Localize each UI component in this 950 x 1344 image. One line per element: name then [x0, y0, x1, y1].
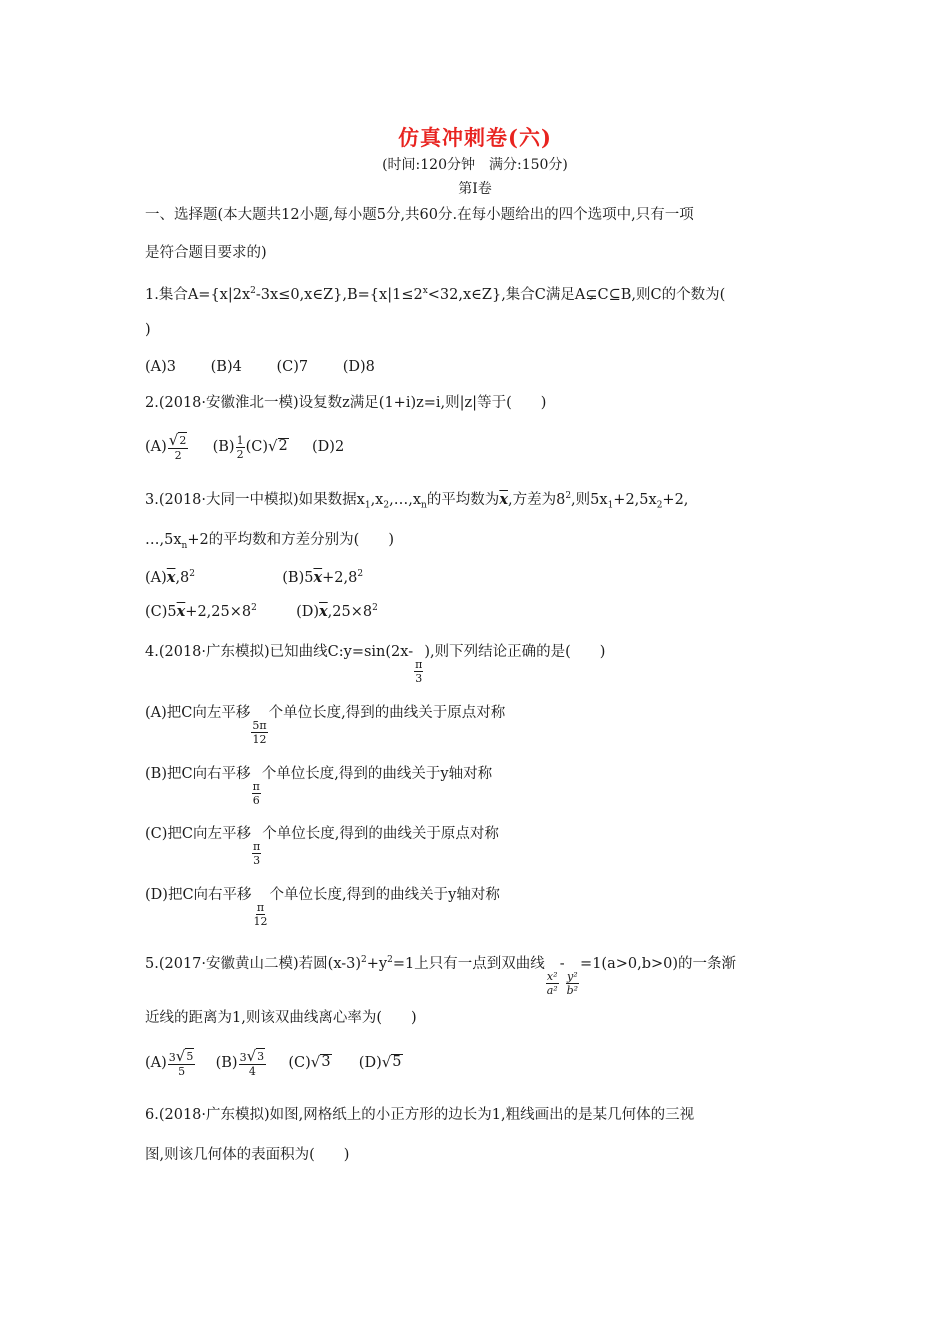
q4-text-b: ),则下列结论正确的是( )	[424, 644, 606, 660]
q3-text-f: ,则5x	[571, 491, 608, 508]
q3-option-b-sup: 2	[357, 569, 364, 579]
q1-text-a: 1.集合A={x|2x	[145, 286, 251, 303]
q2-option-a-fraction: √ 2 2	[168, 431, 187, 462]
q3-option-d-rest: ,25×8	[327, 603, 373, 620]
q1-option-a: (A)3	[145, 359, 177, 375]
q3-text-c: ,…,x	[389, 491, 422, 508]
q4-option-a-fraction	[251, 719, 267, 746]
q5-option-d-label: (D)	[358, 1055, 382, 1071]
q5-option-c-label: (C)	[288, 1055, 311, 1071]
question-1-stem	[145, 281, 725, 305]
q4-option-b-text: (B)把C向右平移	[145, 766, 251, 782]
q5-sup-2a: 2	[361, 955, 367, 965]
q5-option-a-label: (A)	[145, 1055, 167, 1071]
q2-option-a-radicand: 2	[179, 434, 187, 447]
q2-option-c-sqrt: √ 2	[267, 437, 288, 455]
question-4-option-c	[145, 824, 499, 867]
q4-option-d-fraction	[253, 901, 269, 928]
q5-f1-den: a²	[546, 983, 558, 997]
q2-option-b-label: (B)	[212, 439, 235, 455]
q1-option-d: (D)8	[342, 359, 375, 375]
q5-fraction-x	[546, 970, 559, 997]
q5-f2-num: y²	[567, 969, 578, 983]
q3-option-a-mean: $\overline{x}$	[166, 568, 176, 586]
q4-option-b-rest: 个单位长度,得到的曲线关于y轴对称	[261, 766, 493, 782]
q3-option-d-label: (D)	[296, 603, 320, 620]
question-1-stem-end: )	[145, 322, 151, 338]
q3-option-c-sup: 2	[251, 603, 257, 613]
q5-option-a-den: 5	[178, 1065, 186, 1078]
q5-option-a-fraction: 3 √ 5 5	[168, 1047, 194, 1078]
q5-text-c: =1上只有一点到双曲线	[392, 955, 545, 972]
question-6-stem: 6.(2018·广东模拟)如图,网格纸上的小正方形的边长为1,粗线画出的是某几何体的三视	[145, 1107, 695, 1123]
q4-option-a-rest: 个单位长度,得到的曲线关于原点对称	[268, 705, 506, 721]
q3-sub-n: n	[421, 500, 427, 511]
exam-title: 仿真冲刺卷(六)	[398, 125, 552, 150]
q1-sup-2: 2	[250, 286, 256, 296]
section-instructions-line2: 是符合题目要求的)	[145, 245, 267, 261]
q5-sup-2b: 2	[387, 955, 393, 965]
question-3-stem	[145, 486, 688, 516]
q4-option-c-text: (C)把C向左平移	[145, 826, 252, 842]
q5-option-b-coef: 3	[239, 1051, 247, 1064]
q4-fraction-den: 3	[415, 672, 423, 685]
q4-option-d-text: (D)把C向右平移	[145, 887, 252, 903]
q3-option-b-label: (B)5	[282, 569, 314, 586]
q5-text-b: +y	[366, 955, 388, 972]
q1-option-b: (B)4	[210, 359, 242, 375]
q4-option-c-den: 3	[253, 854, 261, 867]
q4-option-b-num: π	[252, 780, 260, 793]
q2-option-a-denominator: 2	[174, 449, 182, 462]
q4-option-d-den: 12	[253, 915, 268, 928]
q2-option-b-fraction	[236, 434, 245, 461]
q4-option-a-num: 5π	[252, 719, 267, 732]
q1-text-b: -3x≤0,x∈Z},B={x|1≤2	[255, 286, 423, 303]
q2-option-b-numerator: 1	[236, 433, 244, 447]
q5-fraction-y	[566, 970, 579, 997]
q3-text-g: +2,5x	[613, 491, 657, 508]
q4-option-b-den: 6	[252, 794, 260, 807]
section-instructions-line1: 一、选择题(本大题共12小题,每小题5分,共60分.在每小题给出的四个选项中,只有一项	[145, 207, 694, 223]
q1-text-c: <32,x∈Z},集合C满足A⊊C⊆B,则C的个数为(	[427, 286, 726, 303]
q3-option-a-sup: 2	[189, 569, 196, 579]
q3-line2-a: …,5x	[145, 532, 182, 548]
q4-option-a-text: (A)把C向左平移	[145, 705, 251, 721]
q3-option-c-mean: $\overline{x}$	[176, 602, 186, 620]
q3-option-a-rest: ,8	[175, 569, 190, 586]
q3-mean-symbol: $\overline{x}$	[499, 490, 508, 508]
q5-option-d-sqrt: √ 5	[381, 1053, 402, 1071]
q4-option-c-fraction	[252, 840, 261, 867]
q4-text-a: 4.(2018·广东模拟)已知曲线C:y=sin(2x-	[145, 644, 414, 660]
q3-option-b-rest: +2,8	[322, 569, 358, 586]
q5-option-c-sqrt: √ 3	[310, 1053, 331, 1071]
q5-option-a-radicand: 5	[186, 1050, 194, 1063]
q1-option-c: (C)7	[276, 359, 309, 375]
question-2-options	[145, 432, 344, 462]
q3-line2-b: +2的平均数和方差分别为( )	[187, 532, 395, 548]
q2-option-d: (D)2	[312, 439, 345, 455]
q3-sub-1: 1	[364, 500, 371, 511]
question-3-stem-line2	[145, 530, 394, 556]
q4-option-d-num: π	[256, 901, 265, 914]
q5-f1-num: x²	[546, 969, 558, 983]
q4-fraction-num: π	[415, 658, 423, 671]
q5-option-b-label: (B)	[215, 1055, 238, 1071]
question-4-option-b	[145, 764, 492, 807]
question-3-options-row2	[145, 598, 378, 622]
question-3-options-row1	[145, 564, 363, 588]
exam-subtitle: (时间:120分钟 满分:150分)	[382, 157, 568, 173]
q2-option-c-radicand: 2	[278, 438, 288, 454]
q3-option-d-mean: $\overline{x}$	[319, 602, 328, 620]
q5-text-a: 5.(2017·安徽黄山二模)若圆(x-3)	[145, 955, 362, 972]
q5-minus: -	[559, 955, 565, 972]
question-6-stem-line2: 图,则该几何体的表面积为( )	[145, 1147, 350, 1163]
question-5-options	[145, 1048, 403, 1078]
q3-option-c-rest: +2,25×8	[185, 603, 252, 620]
q3-text-a: 3.(2018·大同一中模拟)如果数据x	[145, 491, 365, 508]
q4-option-c-rest: 个单位长度,得到的曲线关于原点对称	[262, 826, 499, 842]
question-4-option-d	[145, 885, 500, 928]
q2-option-b-denominator: 2	[236, 447, 244, 461]
q5-option-b-fraction: 3 √ 3 4	[239, 1047, 265, 1078]
question-5-stem-line2: 近线的距离为1,则该双曲线离心率为( )	[145, 1010, 417, 1026]
q3-sup-2: 2	[565, 491, 572, 501]
q5-option-b-radicand: 3	[257, 1050, 265, 1063]
q5-f2-den: b²	[566, 983, 579, 997]
question-4-stem	[145, 642, 605, 685]
q3-sub-2: 2	[383, 500, 390, 511]
q5-option-a-coef: 3	[168, 1051, 176, 1064]
question-5-stem	[145, 950, 736, 997]
q3-sub-2b: 2	[656, 500, 663, 511]
q4-fraction	[414, 658, 423, 685]
q5-option-c-radicand: 3	[321, 1054, 331, 1070]
q3-text-e: ,方差为8	[507, 491, 566, 508]
q4-option-c-num: π	[253, 840, 261, 853]
q4-option-b-fraction	[252, 780, 261, 807]
q3-sub-n2: n	[181, 540, 188, 551]
q4-option-d-rest: 个单位长度,得到的曲线关于y轴对称	[269, 887, 500, 903]
question-2-stem: 2.(2018·安徽淮北一模)设复数z满足(1+i)z=i,则|z|等于( )	[145, 395, 547, 411]
part-heading: 第Ⅰ卷	[458, 181, 492, 197]
q3-text-h: +2,	[662, 491, 689, 508]
q2-option-c-label: (C)	[245, 439, 268, 455]
q4-option-a-den: 12	[252, 733, 267, 746]
q3-option-a-label: (A)	[145, 569, 167, 586]
q1-sup-x: x	[422, 286, 428, 296]
q3-text-b: ,x	[370, 491, 384, 508]
q5-option-d-radicand: 5	[392, 1054, 402, 1070]
q3-sub-1b: 1	[607, 500, 614, 511]
question-1-options	[145, 357, 375, 377]
q3-option-c-label: (C)5	[145, 603, 177, 620]
q3-text-d: 的平均数为	[426, 491, 500, 508]
q2-option-a-label: (A)	[145, 439, 167, 455]
q5-option-b-den: 4	[248, 1065, 256, 1078]
q3-option-d-sup: 2	[372, 603, 378, 613]
q5-text-d: =1(a>0,b>0)的一条渐	[580, 955, 737, 972]
question-4-option-a	[145, 703, 505, 746]
q3-option-b-mean: $\overline{x}$	[313, 568, 323, 586]
